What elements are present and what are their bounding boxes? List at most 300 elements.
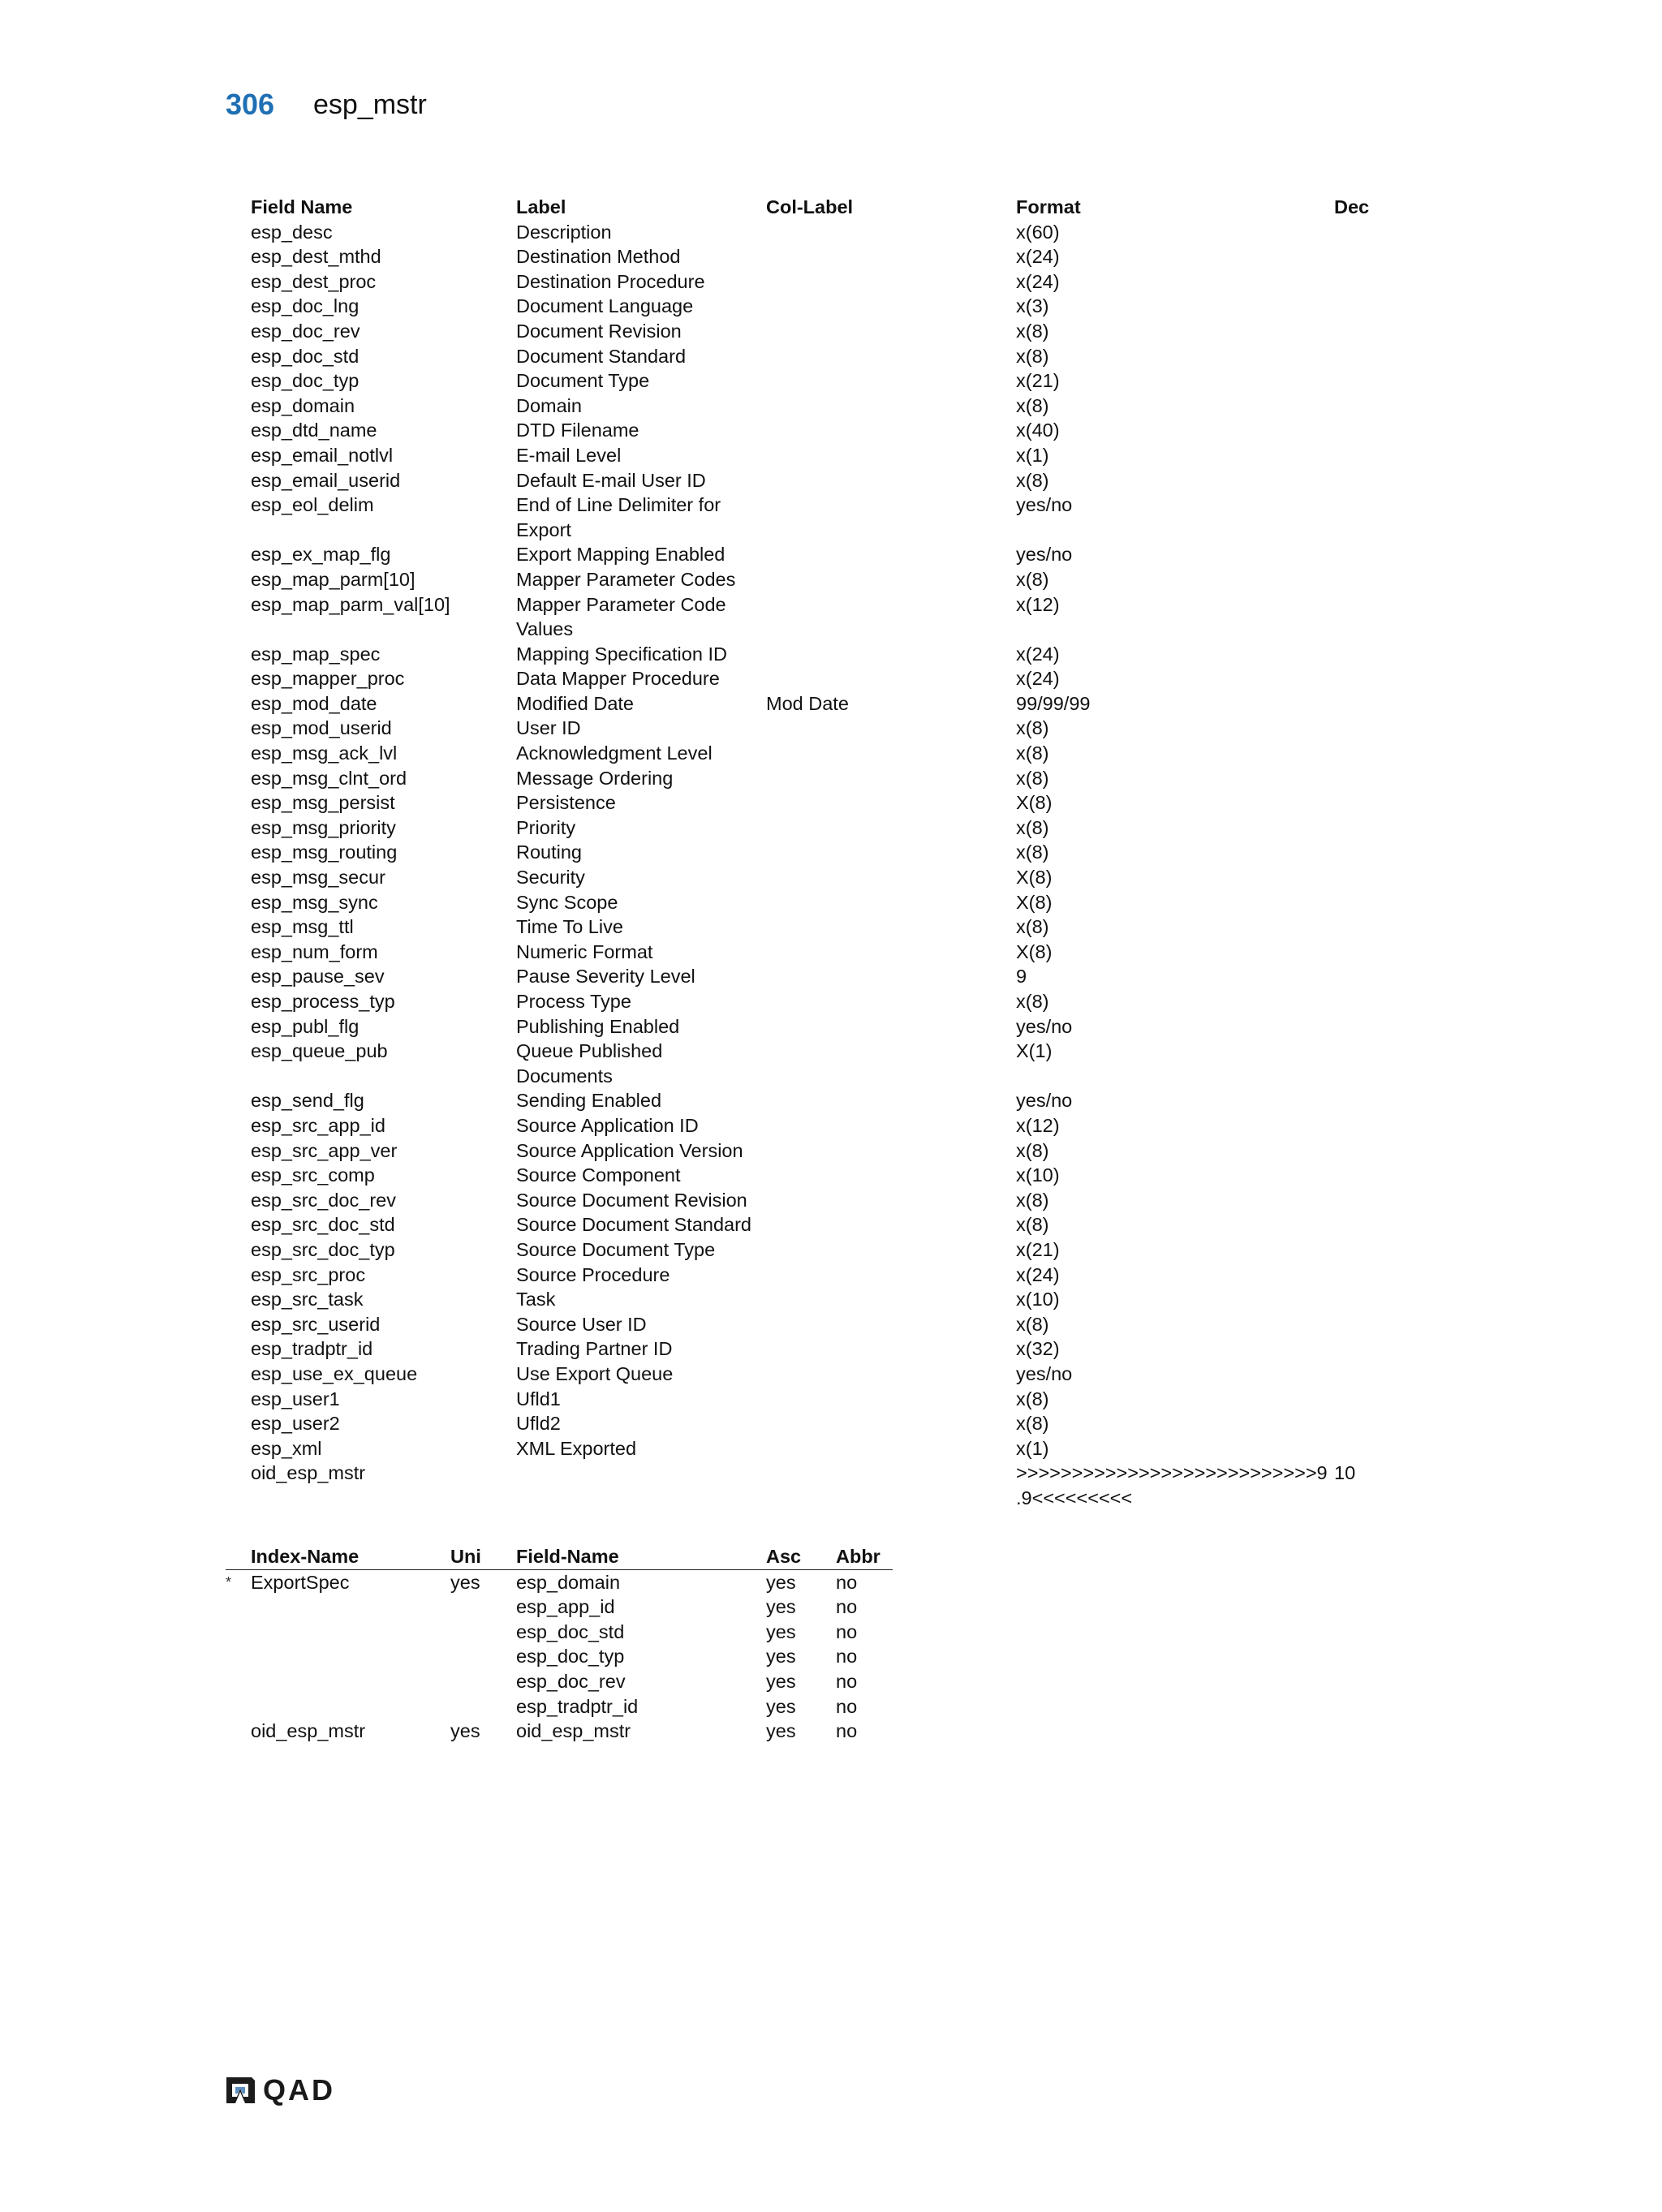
format-cell [1016, 344, 1334, 369]
field-name-cell [251, 766, 516, 791]
field-name-cell [251, 394, 516, 419]
label-cell [516, 914, 766, 940]
label-text: Priority [516, 816, 576, 838]
format-cell [1016, 443, 1334, 468]
format-text: x(8) [1016, 991, 1049, 1012]
field-name: esp_use_ex_queue [251, 1362, 418, 1384]
label-text: Destination Procedure [516, 270, 705, 292]
label-text: Security [516, 867, 585, 889]
label-text: Export Mapping Enabled [516, 544, 726, 566]
index-ascending: yes [766, 1670, 796, 1692]
field-name-cell [251, 1014, 516, 1039]
field-table-body [251, 220, 1427, 1511]
format-text: X(8) [1016, 867, 1053, 889]
table-row [251, 468, 1427, 493]
field-name: esp_src_doc_rev [251, 1189, 396, 1211]
table-row [251, 914, 1427, 940]
format-text: x(8) [1016, 1139, 1049, 1161]
field-name-cell [251, 1088, 516, 1113]
field-name: esp_publ_flg [251, 1015, 360, 1037]
format-cell [1016, 368, 1334, 394]
table-row [251, 890, 1427, 915]
table-row [251, 244, 1427, 269]
col-label-text: Mod Date [766, 692, 849, 714]
table-row [251, 865, 1427, 890]
field-name: esp_map_spec [251, 643, 381, 665]
format-cell [1016, 220, 1334, 245]
table-row [251, 1461, 1427, 1510]
table-row [251, 1163, 1427, 1188]
format-text: x(24) [1016, 643, 1060, 665]
format-text: X(8) [1016, 940, 1053, 962]
field-name: esp_email_userid [251, 469, 401, 491]
table-row [251, 1212, 1427, 1237]
header-abbr: Abbr [836, 1546, 881, 1567]
dec-text: 10 [1334, 1462, 1356, 1484]
label-text: Source Procedure [516, 1263, 670, 1285]
field-name: esp_dest_proc [251, 270, 377, 292]
format-cell [1016, 1212, 1334, 1237]
label-text: Document Standard [516, 345, 687, 367]
table-row [251, 1014, 1427, 1039]
table-row [251, 1336, 1427, 1362]
label-text: Source Component [516, 1164, 681, 1186]
label-text: Mapper Parameter Codes [516, 568, 736, 590]
field-name-cell [251, 319, 516, 344]
format-cell [1016, 394, 1334, 419]
label-cell [516, 418, 766, 443]
table-row [251, 816, 1427, 841]
field-name-cell [251, 592, 516, 618]
header-asc: Asc [766, 1546, 802, 1567]
format-cell [1016, 989, 1334, 1014]
format-text: x(21) [1016, 1238, 1060, 1260]
label-text: Ufld1 [516, 1388, 561, 1409]
label-text: End of Line Delimiter for [516, 494, 721, 516]
table-row [251, 940, 1427, 965]
field-name-cell [251, 244, 516, 269]
field-name-cell [251, 642, 516, 667]
field-name-cell [251, 691, 516, 717]
format-text: x(8) [1016, 1313, 1049, 1335]
format-text-continued: .9<<<<<<<<< [1016, 1487, 1133, 1508]
field-name: esp_msg_secur [251, 867, 385, 889]
format-cell [1016, 1014, 1334, 1039]
format-text: x(8) [1016, 568, 1049, 590]
label-cell [516, 1387, 766, 1412]
index-ascending: yes [766, 1596, 796, 1618]
table-row [251, 418, 1427, 443]
label-text: Source Application ID [516, 1114, 699, 1136]
format-cell [1016, 1287, 1334, 1312]
field-name-cell [251, 1188, 516, 1213]
field-name-cell [251, 890, 516, 915]
field-name: esp_ex_map_flg [251, 544, 391, 566]
index-abbreviated: no [836, 1571, 858, 1593]
format-cell [1016, 890, 1334, 915]
label-cell [516, 443, 766, 468]
label-cell [516, 865, 766, 890]
label-cell [516, 1212, 766, 1237]
label-text: Persistence [516, 792, 616, 814]
field-name: esp_email_notlvl [251, 444, 394, 466]
table-row [251, 1039, 1427, 1088]
table-row [251, 989, 1427, 1014]
format-text: x(8) [1016, 841, 1049, 863]
table-row [251, 691, 1427, 717]
label-text: Description [516, 221, 612, 243]
field-name-cell [251, 443, 516, 468]
format-cell [1016, 840, 1334, 865]
field-name: esp_process_typ [251, 991, 395, 1012]
field-table [251, 195, 1427, 1510]
field-name: esp_msg_priority [251, 816, 396, 838]
label-text: Domain [516, 394, 582, 416]
field-name: esp_src_doc_typ [251, 1238, 395, 1260]
field-name: esp_dest_mthd [251, 246, 381, 268]
table-row [251, 741, 1427, 766]
field-name-cell [251, 1212, 516, 1237]
label-text: Source Document Revision [516, 1189, 747, 1211]
table-row [251, 716, 1427, 741]
label-text: Process Type [516, 991, 631, 1012]
format-text: x(24) [1016, 1263, 1060, 1285]
field-name: esp_map_parm[10] [251, 568, 416, 590]
label-text: Document Revision [516, 320, 682, 342]
field-name-cell [251, 1387, 516, 1412]
format-text: x(12) [1016, 1114, 1060, 1136]
format-cell [1016, 1411, 1334, 1436]
table-row [251, 1088, 1427, 1113]
field-name: esp_msg_ttl [251, 916, 354, 938]
index-field-name: esp_doc_rev [516, 1670, 626, 1692]
label-text: Queue Published [516, 1040, 663, 1062]
field-name: esp_src_proc [251, 1263, 366, 1285]
label-cell [516, 1237, 766, 1263]
index-ascending: yes [766, 1571, 796, 1593]
format-cell [1016, 244, 1334, 269]
field-table-header [251, 195, 1427, 220]
format-cell [1016, 1237, 1334, 1263]
index-row [226, 1594, 893, 1620]
header-col-label: Col-Label [766, 196, 854, 217]
format-cell [1016, 741, 1334, 766]
field-name: esp_msg_persist [251, 792, 395, 814]
format-cell [1016, 1163, 1334, 1188]
field-name-cell [251, 1263, 516, 1288]
field-name: esp_num_form [251, 940, 378, 962]
index-field-name: esp_doc_std [516, 1620, 625, 1642]
field-name-cell [251, 940, 516, 965]
table-row [251, 1312, 1427, 1337]
field-name: esp_doc_lng [251, 295, 360, 317]
format-cell [1016, 1362, 1334, 1387]
label-text: Document Type [516, 370, 650, 392]
format-cell [1016, 940, 1334, 965]
index-table-body [226, 1570, 893, 1744]
table-row [251, 294, 1427, 319]
label-cell [516, 890, 766, 915]
field-name: esp_xml [251, 1437, 322, 1459]
index-table [226, 1544, 893, 1744]
dec-cell [1334, 1461, 1415, 1486]
index-field-name: esp_tradptr_id [516, 1695, 639, 1717]
format-text: x(1) [1016, 444, 1049, 466]
field-name-cell [251, 220, 516, 245]
header-dec: Dec [1334, 196, 1370, 217]
field-name: esp_mod_date [251, 692, 377, 714]
format-text: X(8) [1016, 891, 1053, 913]
label-text: Data Mapper Procedure [516, 668, 720, 690]
table-row [251, 1113, 1427, 1138]
label-text: Sending Enabled [516, 1090, 662, 1112]
label-text: Acknowledgment Level [516, 742, 713, 764]
index-row [226, 1620, 893, 1645]
table-row [251, 840, 1427, 865]
label-cell [516, 220, 766, 245]
format-text: x(8) [1016, 816, 1049, 838]
format-cell [1016, 766, 1334, 791]
field-name: oid_esp_mstr [251, 1462, 366, 1484]
field-name: esp_src_doc_std [251, 1214, 395, 1236]
format-cell [1016, 418, 1334, 443]
table-row [251, 344, 1427, 369]
label-text: User ID [516, 717, 581, 739]
label-cell [516, 468, 766, 493]
field-name-cell [251, 666, 516, 691]
label-text: Time To Live [516, 916, 623, 938]
index-name: ExportSpec [251, 1571, 350, 1593]
table-row [251, 1362, 1427, 1387]
label-cell [516, 1088, 766, 1113]
label-text: Routing [516, 841, 582, 863]
label-cell [516, 1188, 766, 1213]
label-cell [516, 493, 766, 542]
label-text: Use Export Queue [516, 1362, 674, 1384]
field-name-cell [251, 790, 516, 816]
format-text: x(24) [1016, 270, 1060, 292]
field-name-cell [251, 989, 516, 1014]
table-row [251, 368, 1427, 394]
format-cell [1016, 1113, 1334, 1138]
format-cell [1016, 294, 1334, 319]
header-label: Label [516, 196, 566, 217]
label-cell [516, 269, 766, 295]
label-cell [516, 294, 766, 319]
index-row [226, 1719, 893, 1744]
field-name-cell [251, 964, 516, 989]
format-cell [1016, 468, 1334, 493]
label-cell [516, 989, 766, 1014]
format-text: x(8) [1016, 320, 1049, 342]
format-cell [1016, 691, 1334, 717]
index-row [226, 1669, 893, 1694]
field-name: esp_send_flg [251, 1090, 364, 1112]
label-cell [516, 666, 766, 691]
format-cell [1016, 542, 1334, 567]
table-row [251, 964, 1427, 989]
label-cell [516, 1163, 766, 1188]
label-cell [516, 1263, 766, 1288]
label-cell [516, 741, 766, 766]
format-text: x(8) [1016, 1388, 1049, 1409]
label-cell [516, 1336, 766, 1362]
field-name-cell [251, 840, 516, 865]
format-cell [1016, 1088, 1334, 1113]
field-name-cell [251, 716, 516, 741]
field-name-cell [251, 294, 516, 319]
field-name: esp_msg_routing [251, 841, 398, 863]
field-name-cell [251, 865, 516, 890]
label-text: Source Application Version [516, 1139, 743, 1161]
table-row [251, 269, 1427, 295]
index-field-name: oid_esp_mstr [516, 1720, 631, 1742]
label-text: Source User ID [516, 1313, 647, 1335]
label-text: Modified Date [516, 692, 634, 714]
field-name-cell [251, 1138, 516, 1164]
field-name-cell [251, 1287, 516, 1312]
field-name: esp_msg_sync [251, 891, 378, 913]
label-text: Numeric Format [516, 940, 653, 962]
field-name-cell [251, 914, 516, 940]
field-name: esp_src_app_ver [251, 1139, 398, 1161]
format-cell [1016, 1461, 1334, 1510]
format-text: x(40) [1016, 420, 1060, 441]
format-text: x(8) [1016, 767, 1049, 789]
label-text-continued: Export [516, 519, 571, 540]
format-cell [1016, 567, 1334, 592]
format-text: yes/no [1016, 1090, 1073, 1112]
field-name-cell [251, 344, 516, 369]
format-text: x(1) [1016, 1437, 1049, 1459]
field-name-cell [251, 1436, 516, 1461]
format-text: x(3) [1016, 295, 1049, 317]
label-cell [516, 244, 766, 269]
table-row [251, 220, 1427, 245]
label-cell [516, 964, 766, 989]
index-field-name: esp_doc_typ [516, 1646, 625, 1668]
format-text: x(8) [1016, 345, 1049, 367]
index-ascending: yes [766, 1720, 796, 1742]
format-cell [1016, 666, 1334, 691]
format-text: yes/no [1016, 1015, 1073, 1037]
table-row [251, 443, 1427, 468]
format-text: x(8) [1016, 469, 1049, 491]
label-text: XML Exported [516, 1437, 637, 1459]
format-text: x(8) [1016, 1413, 1049, 1435]
field-name: esp_tradptr_id [251, 1338, 373, 1360]
label-cell [516, 1287, 766, 1312]
format-text: yes/no [1016, 544, 1073, 566]
format-cell [1016, 1039, 1334, 1064]
field-name: esp_dtd_name [251, 420, 377, 441]
field-name-cell [251, 418, 516, 443]
field-name-cell [251, 1461, 516, 1486]
col-label-cell [766, 691, 1016, 717]
label-text-continued: Values [516, 618, 574, 640]
format-cell [1016, 914, 1334, 940]
table-row [251, 766, 1427, 791]
label-cell [516, 691, 766, 717]
field-name-cell [251, 1336, 516, 1362]
table-row [251, 592, 1427, 642]
format-text: 99/99/99 [1016, 692, 1091, 714]
format-text: x(10) [1016, 1164, 1060, 1186]
field-name: esp_msg_ack_lvl [251, 742, 398, 764]
index-table-header [226, 1544, 893, 1570]
format-cell [1016, 1387, 1334, 1412]
field-name-cell [251, 567, 516, 592]
header-field-name: Field Name [251, 196, 353, 217]
table-row [251, 1411, 1427, 1436]
qad-logo [224, 2073, 335, 2107]
field-name: esp_queue_pub [251, 1040, 388, 1062]
header-format: Format [1016, 196, 1081, 217]
index-unique: yes [450, 1571, 480, 1593]
label-cell [516, 1039, 766, 1088]
field-name-cell [251, 368, 516, 394]
field-name: esp_src_userid [251, 1313, 381, 1335]
label-cell [516, 1436, 766, 1461]
label-text: Trading Partner ID [516, 1338, 673, 1360]
label-text: Ufld2 [516, 1413, 561, 1435]
format-text: x(8) [1016, 1189, 1049, 1211]
index-abbreviated: no [836, 1670, 858, 1692]
label-cell [516, 542, 766, 567]
format-text: x(8) [1016, 742, 1049, 764]
format-cell [1016, 716, 1334, 741]
table-row [251, 1237, 1427, 1263]
index-name: oid_esp_mstr [251, 1720, 366, 1742]
label-cell [516, 592, 766, 642]
header-index-field-name: Field-Name [516, 1546, 619, 1567]
format-cell [1016, 964, 1334, 989]
label-text: Document Language [516, 295, 694, 317]
index-ascending: yes [766, 1620, 796, 1642]
format-text: 9 [1016, 966, 1027, 988]
index-row [226, 1570, 893, 1595]
format-cell [1016, 1436, 1334, 1461]
format-cell [1016, 1138, 1334, 1164]
field-name-cell [251, 269, 516, 295]
field-name: esp_pause_sev [251, 966, 385, 988]
format-cell [1016, 1312, 1334, 1337]
format-text: x(32) [1016, 1338, 1060, 1360]
field-name: esp_msg_clnt_ord [251, 767, 407, 789]
format-cell [1016, 319, 1334, 344]
label-text: DTD Filename [516, 420, 639, 441]
index-field-name: esp_domain [516, 1571, 621, 1593]
format-text: x(10) [1016, 1289, 1060, 1310]
label-text: Mapper Parameter Code [516, 593, 726, 615]
index-abbreviated: no [836, 1646, 858, 1668]
label-cell [516, 1312, 766, 1337]
primary-index-marker: * [226, 1573, 232, 1590]
label-text: Task [516, 1289, 556, 1310]
label-cell [516, 790, 766, 816]
index-row [226, 1694, 893, 1719]
field-name-cell [251, 1362, 516, 1387]
format-text: >>>>>>>>>>>>>>>>>>>>>>>>>>>9 [1016, 1462, 1328, 1484]
field-name: esp_desc [251, 221, 333, 243]
header-uni: Uni [450, 1546, 481, 1567]
index-abbreviated: no [836, 1620, 858, 1642]
label-cell [516, 344, 766, 369]
table-row [251, 1188, 1427, 1213]
format-cell [1016, 493, 1334, 518]
label-cell [516, 1113, 766, 1138]
field-name: esp_mod_userid [251, 717, 392, 739]
